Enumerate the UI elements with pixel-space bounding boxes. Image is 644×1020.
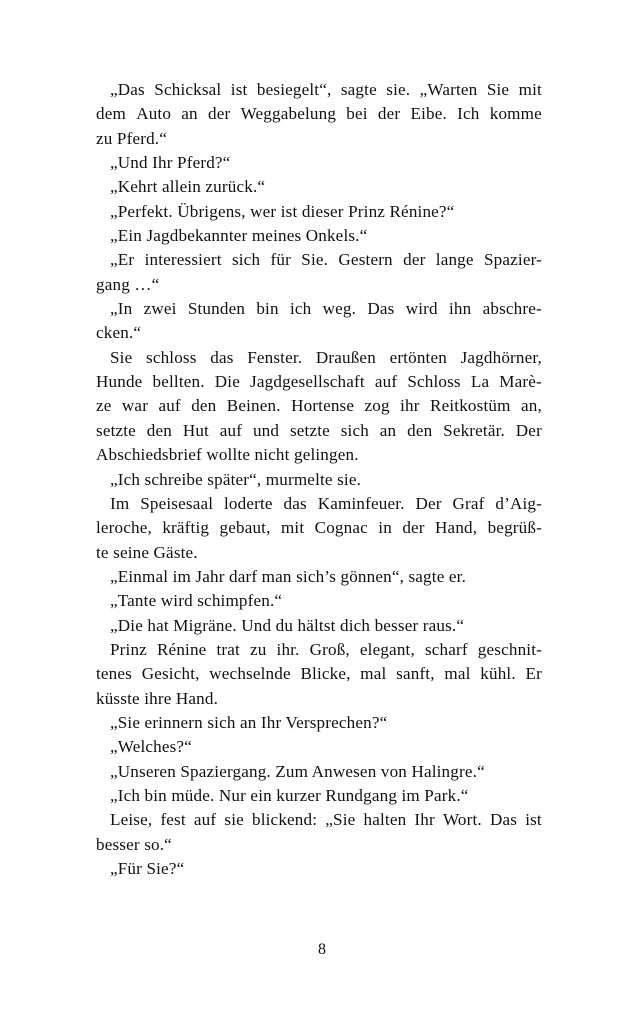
text-line: „In zwei Stunden bin ich weg. Das wird ihn abschre- <box>110 299 542 319</box>
paragraph <box>96 589 542 613</box>
paragraph <box>96 638 542 711</box>
text-line: „Unseren Spaziergang. Zum Anwesen von Halingre.“ <box>110 761 485 781</box>
text-line: „Ein Jagdbekannter meines Onkels.“ <box>110 226 368 246</box>
text-line: „Das Schicksal ist besiegelt“, sagte sie. „Warten Sie mit <box>110 80 542 99</box>
paragraph <box>96 468 542 492</box>
paragraph <box>96 297 542 346</box>
text-line: „Einmal im Jahr darf man sich’s gönnen“, sagte er. <box>110 566 467 586</box>
text-line: „Und Ihr Pferd?“ <box>110 153 231 173</box>
text-line: Abschiedsbrief wollte nicht gelingen. <box>96 445 359 465</box>
paragraph <box>96 614 542 638</box>
paragraph <box>96 760 542 784</box>
text-line: cken.“ <box>96 323 142 343</box>
paragraph <box>96 248 542 297</box>
paragraph <box>96 735 542 759</box>
text-line: gang …“ <box>96 274 160 294</box>
text-line: „Kehrt allein zurück.“ <box>110 177 266 197</box>
text-line: ze war auf den Beinen. Hortense zog ihr Reitkostüm an, <box>96 396 542 416</box>
text-line: „Ich bin müde. Nur ein kurzer Rundgang im Park.“ <box>110 785 469 805</box>
text-line: „Für Sie?“ <box>110 859 185 878</box>
text-line: Leise, fest auf sie blickend: „Sie halten Ihr Wort. Das ist <box>110 810 542 830</box>
text-line: zu Pferd.“ <box>96 128 168 148</box>
paragraph <box>96 175 542 199</box>
text-line: „Die hat Migräne. Und du hältst dich besser raus.“ <box>110 615 465 635</box>
paragraph <box>96 565 542 589</box>
text-line: „Er interessiert sich für Sie. Gestern der lange Spazier- <box>110 250 542 270</box>
text-line: „Ich schreibe später“, murmelte sie. <box>110 469 362 489</box>
text-line: tenes Gesicht, wechselnde Blicke, mal sanft, mal kühl. Er <box>96 664 542 684</box>
paragraph <box>96 224 542 248</box>
text-line: küsste ihre Hand. <box>96 688 219 708</box>
paragraph <box>96 492 542 565</box>
text-line: Prinz Rénine trat zu ihr. Groß, elegant, scharf geschnit- <box>110 639 542 659</box>
text-line: Hunde bellten. Die Jagdgesellschaft auf Schloss La Marè- <box>96 372 542 392</box>
text-line: leroche, kräftig gebaut, mit Cognac in der Hand, begrüß- <box>96 518 542 538</box>
paragraph <box>96 200 542 224</box>
text-line: Sie schloss das Fenster. Draußen ertönten Jagdhörner, <box>110 347 542 367</box>
paragraph <box>96 151 542 175</box>
body-text-block <box>96 78 542 881</box>
paragraph <box>96 784 542 808</box>
text-line: „Welches?“ <box>110 737 192 757</box>
text-line: „Sie erinnern sich an Ihr Versprechen?“ <box>110 712 388 732</box>
paragraph <box>96 78 542 151</box>
text-line: „Perfekt. Übrigens, wer ist dieser Prinz Rénine?“ <box>110 201 455 221</box>
paragraph <box>96 808 542 857</box>
text-line: setzte den Hut auf und setzte sich an den Sekretär. Der <box>96 420 542 440</box>
text-line: Im Speisesaal loderte das Kaminfeuer. Der Graf d’Aig- <box>110 493 542 513</box>
paragraph <box>96 857 542 881</box>
text-line: dem Auto an der Weggabelung bei der Eibe. Ich komme <box>96 104 542 124</box>
text-line: te seine Gäste. <box>96 542 198 562</box>
page-number: 8 <box>318 941 326 958</box>
paragraph <box>96 346 542 468</box>
text-line: „Tante wird schimpfen.“ <box>110 591 283 611</box>
paragraph <box>96 711 542 735</box>
text-line: besser so.“ <box>96 834 172 854</box>
